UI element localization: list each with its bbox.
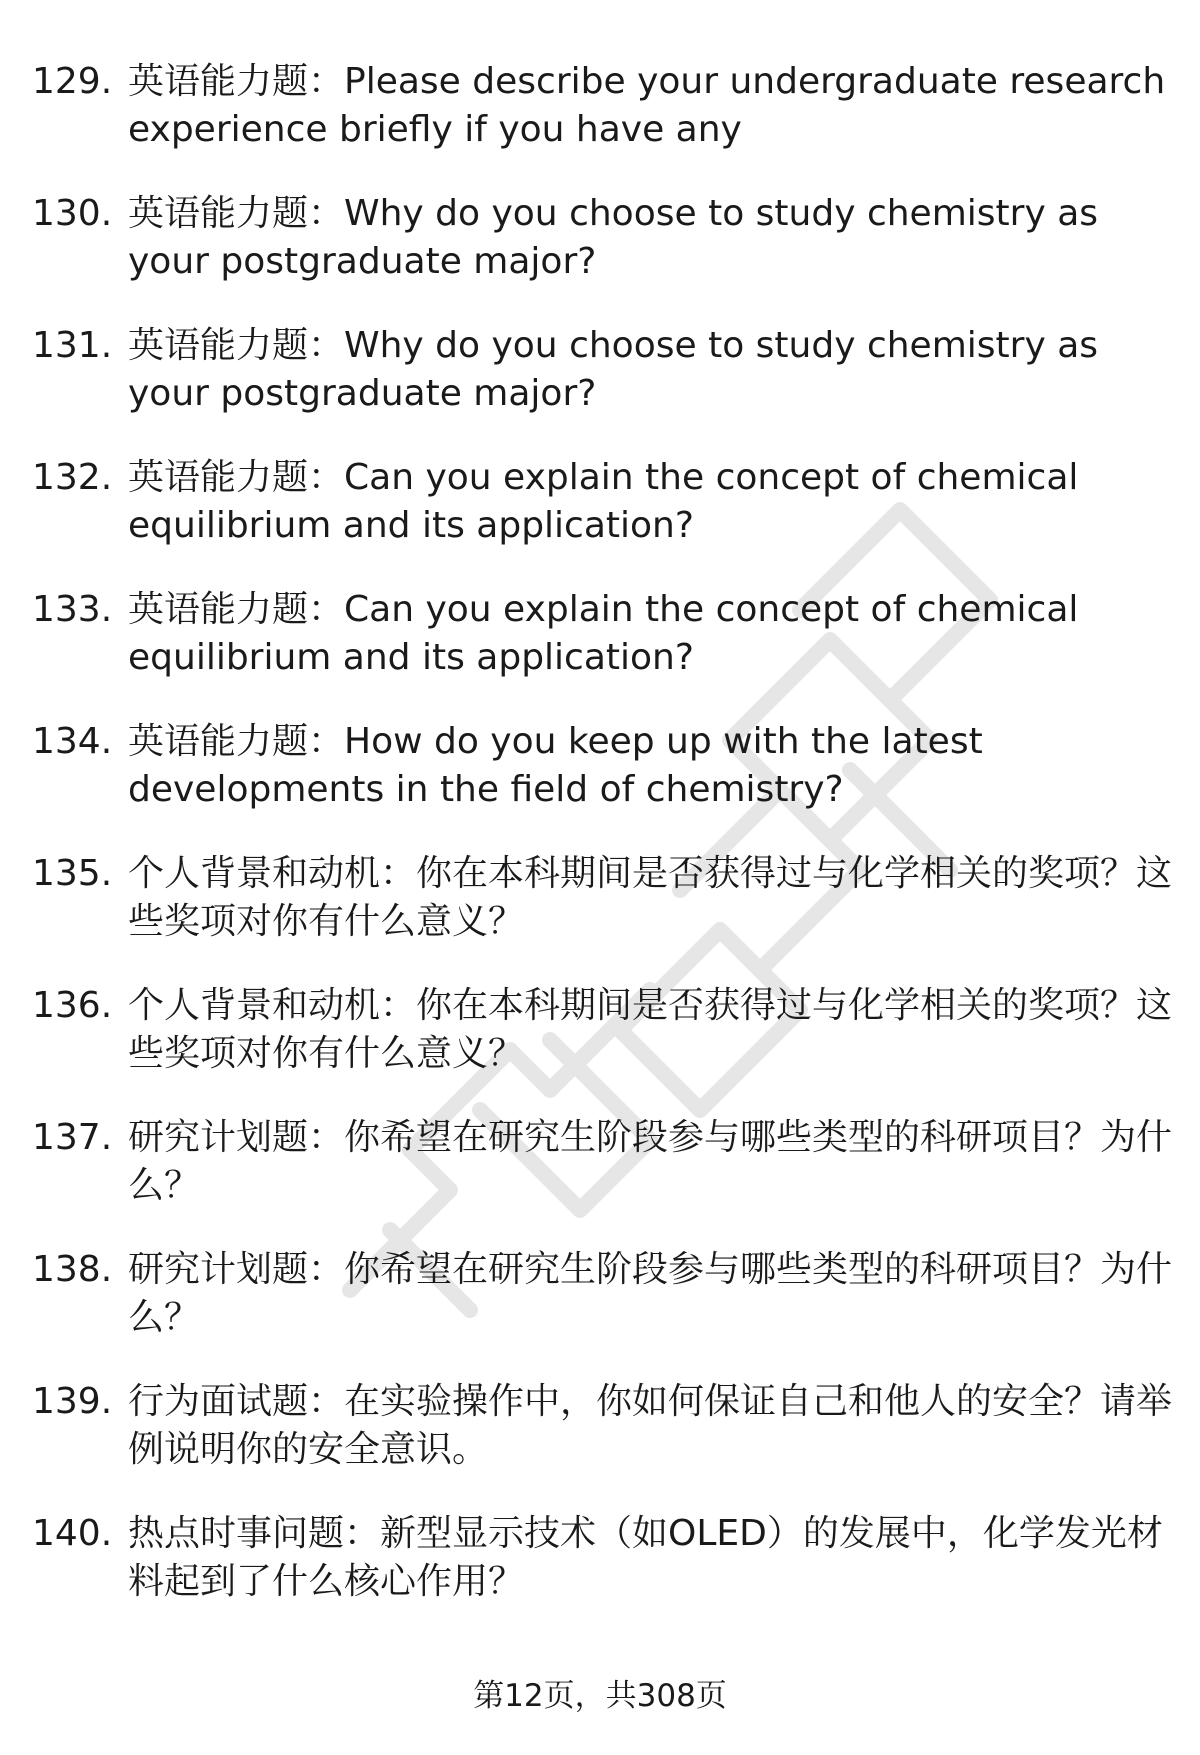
question-number: 131. bbox=[32, 325, 113, 366]
question-text: 英语能力题：How do you keep up with the latest developments in the field of chemistry? bbox=[128, 721, 983, 810]
question-number: 130. bbox=[32, 193, 113, 234]
question-text: 研究计划题：你希望在研究生阶段参与哪些类型的科研项目？为什么？ bbox=[128, 1117, 1173, 1206]
list-item bbox=[32, 1246, 1172, 1378]
question-text: 个人背景和动机：你在本科期间是否获得过与化学相关的奖项？这些奖项对你有什么意义？ bbox=[128, 853, 1173, 942]
list-item bbox=[32, 850, 1172, 982]
question-number: 134. bbox=[32, 721, 113, 762]
question-text: 英语能力题：Can you explain the concept of chemical equilibrium and its application? bbox=[128, 457, 1079, 546]
question-number: 135. bbox=[32, 853, 113, 894]
question-text: 英语能力题：Please describe your undergraduate research experience briefly if you have any bbox=[128, 61, 1166, 150]
question-number: 138. bbox=[32, 1249, 113, 1290]
list-item bbox=[32, 982, 1172, 1114]
question-number: 136. bbox=[32, 985, 113, 1026]
question-text: 研究计划题：你希望在研究生阶段参与哪些类型的科研项目？为什么？ bbox=[128, 1249, 1173, 1338]
question-text: 英语能力题：Why do you choose to study chemistry as your postgraduate major? bbox=[128, 193, 1099, 282]
list-item bbox=[32, 1114, 1172, 1246]
list-item bbox=[32, 718, 1172, 850]
list-item bbox=[32, 586, 1172, 718]
question-list bbox=[32, 58, 1172, 1642]
question-number: 137. bbox=[32, 1117, 113, 1158]
question-number: 139. bbox=[32, 1381, 113, 1422]
question-text: 行为面试题：在实验操作中，你如何保证自己和他人的安全？请举例说明你的安全意识。 bbox=[128, 1381, 1173, 1470]
question-text: 英语能力题：Why do you choose to study chemistry as your postgraduate major? bbox=[128, 325, 1099, 414]
page-footer: 第12页，共308页 bbox=[473, 1678, 727, 1714]
list-item bbox=[32, 58, 1172, 190]
question-text: 个人背景和动机：你在本科期间是否获得过与化学相关的奖项？这些奖项对你有什么意义？ bbox=[128, 985, 1173, 1074]
question-number: 129. bbox=[32, 61, 113, 102]
question-number: 132. bbox=[32, 457, 113, 498]
list-item bbox=[32, 1510, 1172, 1642]
list-item bbox=[32, 190, 1172, 322]
list-item bbox=[32, 1378, 1172, 1510]
question-text: 英语能力题：Can you explain the concept of chemical equilibrium and its application? bbox=[128, 589, 1079, 678]
question-text: 热点时事问题：新型显示技术（如OLED）的发展中，化学发光材料起到了什么核心作用？ bbox=[128, 1513, 1163, 1602]
list-item bbox=[32, 454, 1172, 586]
question-number: 140. bbox=[32, 1513, 113, 1554]
question-number: 133. bbox=[32, 589, 113, 630]
list-item bbox=[32, 322, 1172, 454]
